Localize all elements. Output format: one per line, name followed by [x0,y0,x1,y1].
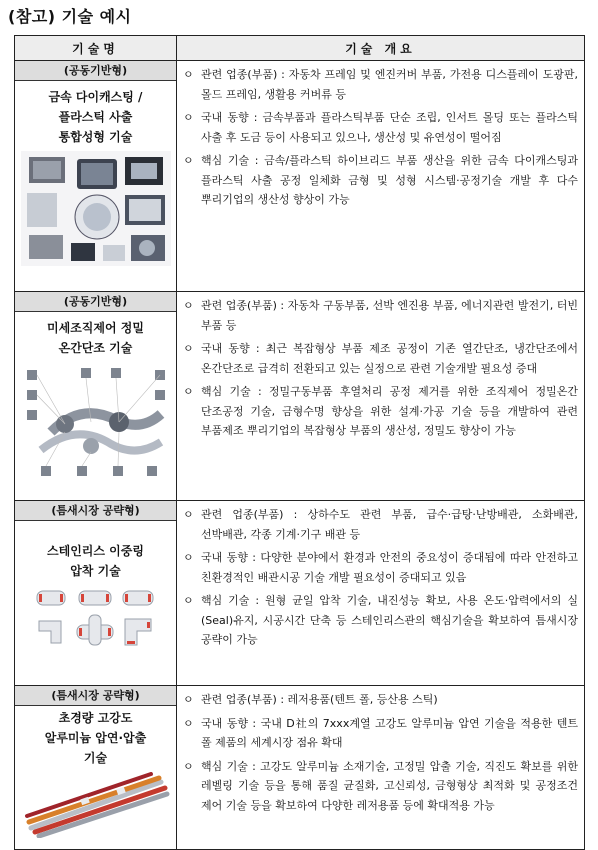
bullet-list [177,61,584,216]
bullet-mark: ㅇ [183,111,194,124]
bullet-item [183,65,578,104]
bullet-mark: ㅇ [183,716,194,730]
tech-overview-cell [177,292,585,501]
tech-name-cell [15,292,177,501]
bullet-text: 국내 동향 : 금속부품과 플라스틱부품 단순 조립, 인서트 몰딩 또는 플라스틱 사출 후 도금 등이 사용되고 있으나, 생산성 및 유연성이 떨어짐 [201,111,578,144]
bullet-mark: ㅇ [183,594,194,607]
bullet-item [183,151,578,210]
bullet-text: 핵심 기술 : 금속/플라스틱 하이브리드 부품 생산을 위한 금속 다이캐스팅과 플라스틱 사출 공정 일체화 금형 및 성형 시스템·공정기술 개발 후 다수 뿌리기업의 생산성 향상이 가능 [201,154,578,206]
bullet-text: 핵심 기술 : 고강도 알루미늄 소재기술, 고정밀 압출 기술, 직진도 확보를 위한 레벨링 기술 등을 통해 품질 균질화, 고신뢰성, 금형형상 최적화 및 공정조건 제어 기술 등을 확보하여 다양한 레저용품 등에 확대적용 가능 [201,759,578,812]
bullet-list [177,501,584,656]
tech-overview-cell [177,501,585,686]
category-label: (틈새시장 공략형) [15,686,176,706]
tech-name-line: 스테인리스 이중링 [47,544,144,558]
header-tech-overview: 기술 개요 [177,36,585,61]
bullet-item [183,591,578,650]
table-row [15,686,585,850]
table-row [15,501,585,686]
tech-name [15,706,176,772]
table-row [15,61,585,292]
bullet-list [177,686,584,821]
tech-name-line: 초경량 고강도 [58,711,133,725]
bullet-mark: ㅇ [183,68,194,81]
bullet-text: 관련 업종(부품) : 상하수도 관련 부품, 급수·급탕·난방배관, 소화배관, 선박배관, 각종 기계·기구 배관 등 [201,508,578,541]
category-label: (공동기반형) [15,292,176,312]
tech-name [15,81,176,151]
bullet-mark: ㅇ [183,385,194,398]
bullet-mark: ㅇ [183,551,194,564]
tech-name-cell [15,61,177,292]
tech-name-line: 알루미늄 압연·압출 [44,731,147,745]
bullet-item [183,382,578,441]
tech-name-line: 금속 다이캐스팅 / [48,90,143,104]
bullet-item [183,714,578,753]
tech-overview-cell [177,686,585,850]
bullet-item [183,108,578,147]
table-row [15,292,585,501]
tech-name-cell [15,501,177,686]
bullet-mark: ㅇ [183,299,194,312]
bullet-item [183,339,578,378]
technology-table [14,35,585,850]
category-label: (틈새시장 공략형) [15,501,176,521]
tech-name-line: 미세조직제어 정밀 [47,321,144,335]
bullet-item [183,757,578,816]
tech-name [15,312,176,362]
bullet-text: 국내 동향 : 다양한 분야에서 환경과 안전의 중요성이 증대됨에 따라 안전하고 친환경적인 배관시공 기술 개발 필요성이 증대되고 있음 [201,551,578,584]
bullet-mark: ㅇ [183,342,194,355]
bullet-item [183,296,578,335]
bullet-text: 관련 업종(부품) : 자동차 프레임 및 엔진커버 부품, 가전용 디스플레이 도광판, 몰드 프레임, 생활용 커버류 등 [201,68,578,101]
header-tech-name: 기술명 [15,36,177,61]
bullet-text: 핵심 기술 : 정밀구동부품 후열처리 공정 제거를 위한 조직제어 정밀온간 단조공정 기술, 금형수명 향상을 위한 설계·가공 기술 등을 개발하여 관련 부품제조 뿌리기업의 복잡형상 부품의 생산성, 정밀도 향상이 가능 [201,385,578,437]
bullet-item [183,690,578,710]
tech-name-line: 기술 [83,751,108,765]
tech-name-line: 온간단조 기술 [58,341,133,355]
category-label: (공동기반형) [15,61,176,81]
bullet-item [183,548,578,587]
bullet-list [177,292,584,447]
bullet-text: 국내 동향 : 국내 D社의 7xxx계열 고강도 알루미늄 압연 기술을 적용한 텐트 폴 제품의 세계시장 점유 확대 [201,716,578,749]
bullet-text: 관련 업종(부품) : 레저용품(텐트 폴, 등산용 스틱) [201,693,438,706]
tech-name-line: 플라스틱 사출 [58,110,133,124]
bullet-mark: ㅇ [183,508,194,521]
tech-name-line: 압착 기술 [70,564,121,578]
tech-overview-cell [177,61,585,292]
tech-name-cell [15,686,177,850]
diecasting-parts-image [21,151,171,266]
aluminum-tent-pole-image [21,772,171,838]
bullet-text: 핵심 기술 : 원형 균일 압착 기술, 내진성능 확보, 사용 온도·압력에서의 실(Seal)유지, 시공시간 단축 등 스테인리스관의 핵심기술을 확보하여 틈새시장 공략이 가능 [201,594,578,646]
bullet-mark: ㅇ [183,693,194,706]
bullet-mark: ㅇ [183,154,194,167]
stainless-pipe-fittings-image [31,585,161,655]
page-title: (참고) 기술 예시 [8,7,132,26]
bullet-item [183,505,578,544]
forged-drivetrain-parts-image [21,362,171,480]
tech-name [15,521,176,585]
bullet-mark: ㅇ [183,759,194,773]
tech-name-line: 통합성형 기술 [58,130,133,144]
bullet-text: 국내 동향 : 최근 복잡형상 부품 제조 공정이 기존 열간단조, 냉간단조에서 온간단조로 급격히 전환되고 있는 실정으로 관련 기술개발 필요성 증대 [201,342,578,375]
bullet-text: 관련 업종(부품) : 자동차 구동부품, 선박 엔진용 부품, 에너지관련 발전기, 터빈 부품 등 [201,299,578,332]
table-header-row [15,36,585,61]
